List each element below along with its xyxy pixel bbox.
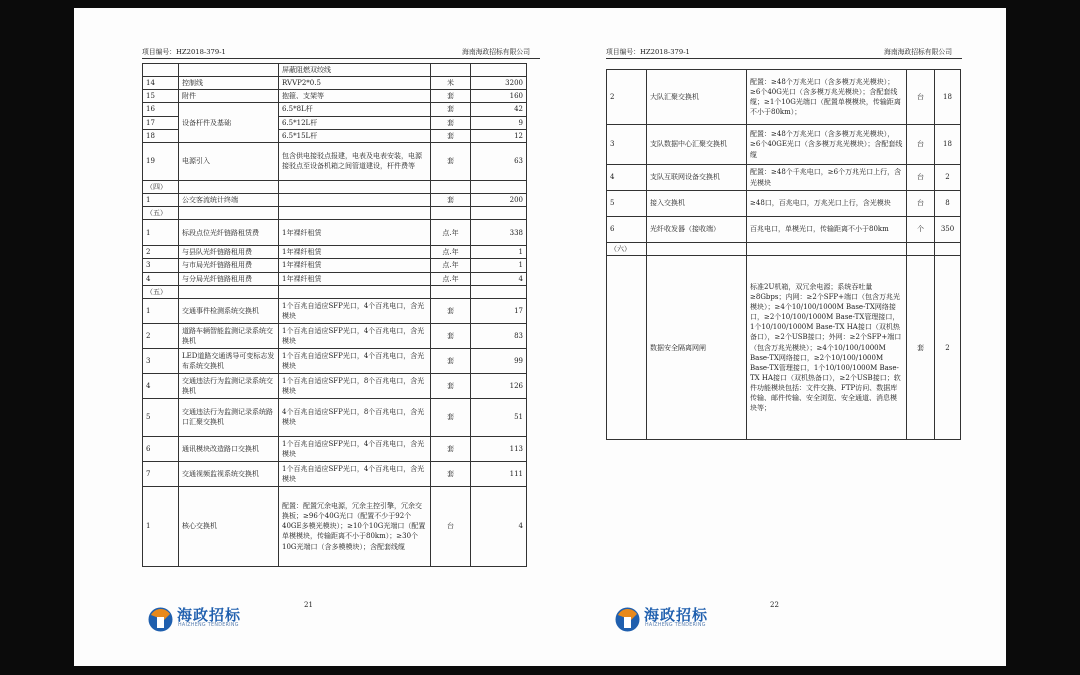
table-row — [143, 103, 527, 116]
cell-name: 交通违法行为监测记录系统交换机 — [179, 373, 279, 398]
cell-no: 1 — [143, 220, 179, 246]
table-row — [607, 191, 961, 217]
table-row — [607, 125, 961, 165]
cell-spec: 1个百兆自适应SFP光口，4个百兆电口，含光模块 — [279, 461, 431, 486]
cell-unit: 套 — [907, 256, 935, 440]
equipment-table — [606, 69, 961, 440]
logo-mark-icon — [614, 606, 641, 633]
cell-unit: 台 — [907, 125, 935, 165]
table-row — [607, 243, 961, 256]
cell-unit: 米 — [431, 77, 471, 90]
logo-mark-icon — [147, 606, 174, 633]
document-page-left — [74, 8, 540, 666]
cell-spec: 6.5*15L杆 — [279, 129, 431, 142]
cell-qty: 42 — [471, 103, 527, 116]
page-header — [606, 46, 962, 59]
cell-spec: 4个百兆自适应SFP光口，8个百兆电口，含光模块 — [279, 398, 431, 436]
cell-unit: 个 — [907, 217, 935, 243]
cell-name: 公交客流统计终端 — [179, 193, 279, 206]
cell-unit: 套 — [431, 398, 471, 436]
cell-unit: 套 — [431, 193, 471, 206]
cell-spec: 1年裸纤租赁 — [279, 220, 431, 246]
cell-spec: 1个百兆自适应SFP光口，8个百兆电口，含光模块 — [279, 373, 431, 398]
project-number: 项目编号：HZ2018-379-1 — [142, 48, 226, 56]
cell-no: 6 — [607, 217, 647, 243]
cell-qty: 2 — [935, 256, 961, 440]
cell-qty — [471, 64, 527, 77]
cell-name: 接入交换机 — [647, 191, 747, 217]
cell-name: LED道路交通诱导可变标志发布系统交换机 — [179, 348, 279, 373]
cell-spec — [279, 207, 431, 220]
cell-spec: 包含供电接驳点报建，电表及电表安装，电源接驳点至设备机箱之间管道建设，杆件费等 — [279, 142, 431, 180]
cell-no: 4 — [143, 373, 179, 398]
table-row — [143, 220, 527, 246]
cell-unit: 套 — [431, 142, 471, 180]
cell-spec: 6.5*8L杆 — [279, 103, 431, 116]
cell-qty: 4 — [471, 486, 527, 566]
cell-name: 与县队光纤链路租用费 — [179, 246, 279, 259]
table-row — [143, 486, 527, 566]
company-logo — [147, 604, 255, 634]
cell-spec: 配置：配置冗余电源，冗余主控引擎，冗余交换板；≥96个40G光口（配置不少于92个40GE多模光模块）；≥10个10G光端口（配置单模模块，传输距离不小于80km）；≥30个10G光端口（含多模模块）；含配套线缆 — [279, 486, 431, 566]
section-label: （五） — [143, 285, 179, 298]
cell-qty: 4 — [471, 272, 527, 285]
cell-name: 通讯模块改造路口交换机 — [179, 436, 279, 461]
cell-unit: 台 — [907, 70, 935, 125]
cell-unit: 台 — [907, 191, 935, 217]
cell-no: 16 — [143, 103, 179, 116]
cell-no: 2 — [143, 323, 179, 348]
cell-qty — [471, 285, 527, 298]
cell-name: 光纤收发器（接收端） — [647, 217, 747, 243]
table-row — [143, 180, 527, 193]
cell-unit: 套 — [431, 116, 471, 129]
table-row — [143, 193, 527, 206]
cell-name: 交通违法行为监测记录系统路口汇聚交换机 — [179, 398, 279, 436]
logo-subtitle: HAIZHENG TENDERING — [178, 623, 239, 628]
cell-name: 道路车辆智能监测记录系统交换机 — [179, 323, 279, 348]
logo-name: 海政招标 — [644, 606, 709, 624]
cell-no: 1 — [143, 486, 179, 566]
cell-unit — [907, 243, 935, 256]
cell-name: 支队互联网设备交换机 — [647, 165, 747, 191]
page-header — [142, 46, 540, 59]
cell-name: 数据安全隔离网闸 — [647, 256, 747, 440]
cell-spec: 1个百兆自适应SFP光口，4个百兆电口，含光模块 — [279, 436, 431, 461]
table-row — [143, 348, 527, 373]
logo-name: 海政招标 — [177, 606, 242, 624]
cell-spec: 配置：≥48个万兆光口（含多模万兆光模块），≥6个40GE光口（含多模万兆光模块）；含配套线缆 — [747, 125, 907, 165]
cell-no: 6 — [143, 436, 179, 461]
cell-no — [143, 64, 179, 77]
cell-no: 19 — [143, 142, 179, 180]
table-row — [143, 461, 527, 486]
table-row — [143, 77, 527, 90]
cell-no: 3 — [143, 348, 179, 373]
cell-qty: 113 — [471, 436, 527, 461]
cell-qty: 2 — [935, 165, 961, 191]
cell-name: 设备杆件及基础 — [179, 103, 279, 142]
cell-no: 4 — [607, 165, 647, 191]
cell-name: 大队汇聚交换机 — [647, 70, 747, 125]
cell-qty: 9 — [471, 116, 527, 129]
cell-unit: 点.年 — [431, 220, 471, 246]
document-page-right — [540, 8, 1006, 666]
cell-qty: 51 — [471, 398, 527, 436]
cell-unit — [431, 180, 471, 193]
cell-name — [647, 243, 747, 256]
cell-spec: 屏蔽阻燃双绞线 — [279, 64, 431, 77]
table-row — [143, 64, 527, 77]
table-row — [143, 142, 527, 180]
company-name: 海南海政招标有限公司 — [884, 48, 952, 56]
cell-unit: 套 — [431, 129, 471, 142]
cell-name — [179, 207, 279, 220]
cell-spec: RVVP2*0.5 — [279, 77, 431, 90]
cell-unit: 点.年 — [431, 246, 471, 259]
cell-no: 2 — [143, 246, 179, 259]
cell-spec: 1个百兆自适应SFP光口，4个百兆电口，含光模块 — [279, 348, 431, 373]
cell-unit: 套 — [431, 436, 471, 461]
cell-qty: 338 — [471, 220, 527, 246]
table-row — [143, 272, 527, 285]
cell-no: 14 — [143, 77, 179, 90]
cell-spec: 配置：≥48个万兆光口（含多模万兆光模块）；≥6个40G光口（含多模万兆光模块）；含配套线缆；≥1个10G光端口（配置单模模块，传输距离不小于80km）； — [747, 70, 907, 125]
table-row — [143, 323, 527, 348]
cell-qty — [471, 207, 527, 220]
table-row — [143, 285, 527, 298]
cell-unit: 点.年 — [431, 259, 471, 272]
table-row — [143, 207, 527, 220]
cell-qty: 8 — [935, 191, 961, 217]
page-number: 21 — [304, 601, 313, 609]
table-row — [143, 436, 527, 461]
cell-qty — [471, 180, 527, 193]
cell-spec — [279, 193, 431, 206]
cell-unit — [431, 207, 471, 220]
cell-name: 与分局光纤链路租用费 — [179, 272, 279, 285]
equipment-table — [142, 63, 527, 567]
table-row — [607, 256, 961, 440]
cell-name: 支队数据中心汇聚交换机 — [647, 125, 747, 165]
cell-unit: 套 — [431, 348, 471, 373]
cell-qty: 111 — [471, 461, 527, 486]
cell-qty: 160 — [471, 90, 527, 103]
cell-no: 2 — [607, 70, 647, 125]
table-row — [143, 298, 527, 323]
company-name: 海南海政招标有限公司 — [462, 48, 530, 56]
cell-unit: 套 — [431, 90, 471, 103]
cell-qty: 83 — [471, 323, 527, 348]
section-label: （五） — [143, 207, 179, 220]
cell-qty: 350 — [935, 217, 961, 243]
cell-spec: 1个百兆自适应SFP光口，4个百兆电口，含光模块 — [279, 323, 431, 348]
table-row — [143, 90, 527, 103]
cell-spec — [279, 180, 431, 193]
cell-unit: 套 — [431, 298, 471, 323]
cell-no: 7 — [143, 461, 179, 486]
cell-spec: 百兆电口，单模光口，传输距离不小于80km — [747, 217, 907, 243]
table-row — [143, 259, 527, 272]
cell-spec: 抱箍、支架等 — [279, 90, 431, 103]
cell-name — [179, 285, 279, 298]
cell-unit: 台 — [431, 486, 471, 566]
cell-qty: 1 — [471, 246, 527, 259]
cell-qty: 126 — [471, 373, 527, 398]
table-row — [143, 398, 527, 436]
cell-no: 5 — [143, 398, 179, 436]
cell-unit: 套 — [431, 461, 471, 486]
cell-qty: 3200 — [471, 77, 527, 90]
table-row — [143, 246, 527, 259]
cell-spec — [279, 285, 431, 298]
cell-name: 控制线 — [179, 77, 279, 90]
cell-name: 核心交换机 — [179, 486, 279, 566]
cell-unit: 台 — [907, 165, 935, 191]
company-logo — [614, 604, 722, 634]
cell-spec: 1年裸纤租赁 — [279, 259, 431, 272]
cell-spec: ≥48口，百兆电口，万兆光口上行，含光模块 — [747, 191, 907, 217]
project-number: 项目编号：HZ2018-379-1 — [606, 48, 690, 56]
cell-no: 5 — [607, 191, 647, 217]
cell-name: 交通视频监视系统交换机 — [179, 461, 279, 486]
cell-name — [179, 64, 279, 77]
cell-no: 15 — [143, 90, 179, 103]
cell-name — [179, 180, 279, 193]
cell-spec — [747, 243, 907, 256]
cell-no: 3 — [607, 125, 647, 165]
cell-unit — [431, 285, 471, 298]
cell-unit: 套 — [431, 103, 471, 116]
cell-unit — [431, 64, 471, 77]
cell-unit: 套 — [431, 323, 471, 348]
cell-qty: 18 — [935, 125, 961, 165]
cell-unit: 点.年 — [431, 272, 471, 285]
cell-spec: 标准2U机箱，双冗余电源；系统吞吐量≥8Gbps；内网：≥2个SFP+端口（包含万兆光模块）；≥4个10/100/1000M Base-TX网络接口，≥2个10/100/1000M Base-TX管理接口，1个10/100/1000M Base-TX HA接口（双机热备口），≥2个USB接口；外网：≥2个SFP+端口（包含万兆光模块）；≥4个10/100/1000M Base-TX网络接口，≥2个10/100/1000M Base-TX管理接口，1个10/100/1000M Base-TX HA接口（双机热备口），≥2个USB接口；软件功能模块包括：文件交换、FTP访问、数据库传输、邮件传输、安全浏览、安全通道、消息模块等； — [747, 256, 907, 440]
cell-name: 电源引入 — [179, 142, 279, 180]
table-row — [607, 70, 961, 125]
cell-qty: 200 — [471, 193, 527, 206]
cell-spec: 1个百兆自适应SFP光口，4个百兆电口，含光模块 — [279, 298, 431, 323]
cell-qty: 17 — [471, 298, 527, 323]
table-row — [143, 373, 527, 398]
cell-no: 18 — [143, 129, 179, 142]
cell-qty: 18 — [935, 70, 961, 125]
cell-spec: 配置：≥48个千兆电口，≥6个万兆光口上行，含光模块 — [747, 165, 907, 191]
section-label: （六） — [607, 243, 647, 256]
cell-spec: 6.5*12L杆 — [279, 116, 431, 129]
cell-qty: 1 — [471, 259, 527, 272]
cell-name: 标段点位光纤链路租赁费 — [179, 220, 279, 246]
logo-subtitle: HAIZHENG TENDERING — [645, 623, 706, 628]
cell-qty — [935, 243, 961, 256]
cell-qty: 12 — [471, 129, 527, 142]
cell-no: 4 — [143, 272, 179, 285]
cell-name: 交通事件检测系统交换机 — [179, 298, 279, 323]
cell-name: 与市局光纤链路租用费 — [179, 259, 279, 272]
cell-qty: 63 — [471, 142, 527, 180]
section-label: （四） — [143, 180, 179, 193]
page-number: 22 — [770, 601, 779, 609]
cell-spec: 1年裸纤租赁 — [279, 272, 431, 285]
cell-no: 1 — [143, 193, 179, 206]
cell-no: 1 — [143, 298, 179, 323]
cell-no: 17 — [143, 116, 179, 129]
table-row — [607, 165, 961, 191]
cell-spec: 1年裸纤租赁 — [279, 246, 431, 259]
cell-name: 附件 — [179, 90, 279, 103]
cell-no — [607, 256, 647, 440]
table-row — [607, 217, 961, 243]
cell-no: 3 — [143, 259, 179, 272]
cell-qty: 99 — [471, 348, 527, 373]
cell-unit: 套 — [431, 373, 471, 398]
